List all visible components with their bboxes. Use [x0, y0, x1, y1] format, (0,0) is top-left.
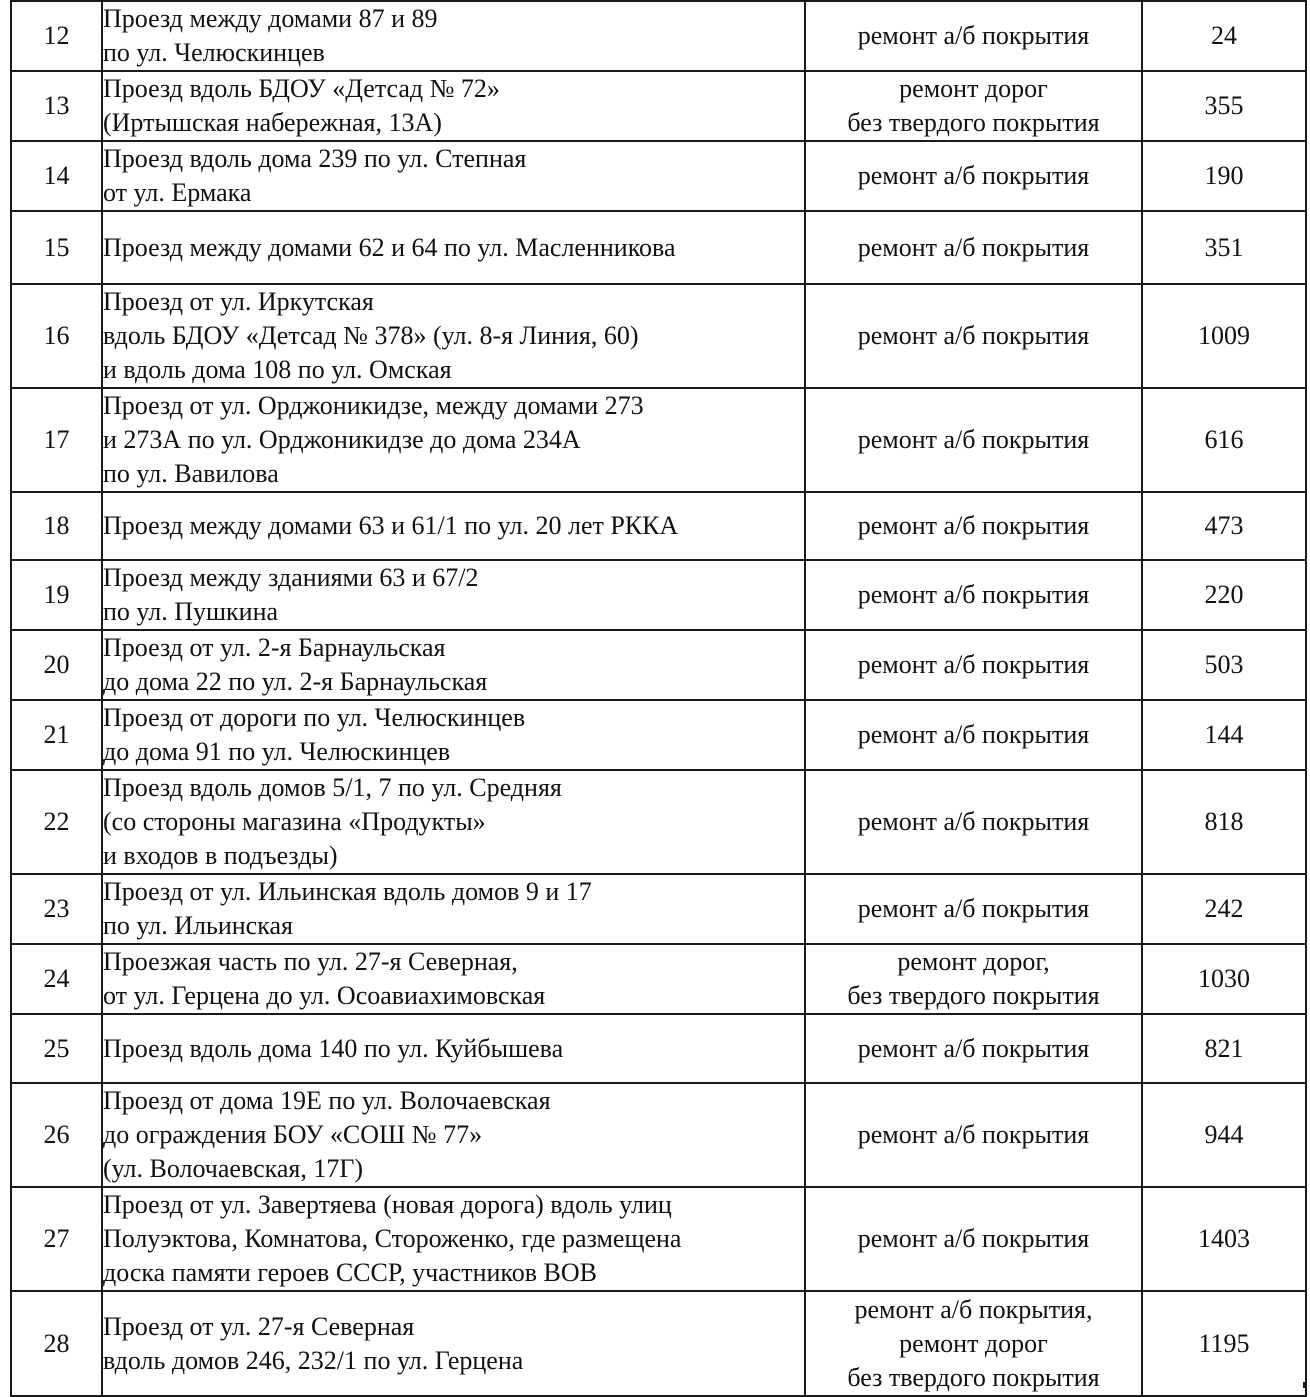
- road-section-line: и вдоль дома 108 по ул. Омская: [103, 355, 452, 384]
- road-section-line: по ул. Челюскинцев: [103, 38, 325, 67]
- road-section-line: Проезд от ул. 2-я Барнаульская: [103, 633, 446, 662]
- length-value: 1009: [1142, 284, 1306, 388]
- road-section-line: Проезд вдоль БДОУ «Детсад № 72»: [103, 74, 500, 103]
- table-row: [11, 1, 1306, 71]
- road-section-line: Проезд вдоль дома 140 по ул. Куйбышева: [103, 1033, 564, 1063]
- road-section-line: Проезд от ул. Ильинская вдоль домов 9 и 17: [103, 877, 592, 906]
- work-type: [805, 388, 1142, 492]
- road-section-name: [102, 1083, 805, 1187]
- length-value: 473: [1142, 492, 1306, 560]
- table-row: [11, 284, 1306, 388]
- work-type-line: ремонт дорог,: [897, 947, 1050, 976]
- row-number: 15: [11, 211, 102, 284]
- table-row: [11, 1083, 1306, 1187]
- work-type: [805, 71, 1142, 141]
- road-section-name: [102, 1291, 805, 1396]
- work-type-line: ремонт а/б покрытия: [857, 232, 1090, 262]
- work-type-line: без твердого покрытия: [847, 981, 1100, 1010]
- work-type-line: ремонт а/б покрытия: [857, 894, 1090, 923]
- work-type-line: ремонт а/б покрытия: [857, 650, 1090, 679]
- road-section-name: [102, 284, 805, 388]
- table-row: [11, 141, 1306, 211]
- work-type: [805, 492, 1142, 560]
- road-section-line: доска памяти героев СССР, участников ВОВ: [103, 1258, 597, 1287]
- road-repair-table: [10, 0, 1307, 1397]
- work-type-line: ремонт дорог: [899, 1328, 1048, 1358]
- work-type-line: ремонт а/б покрытия: [857, 1224, 1090, 1253]
- work-type-line: без твердого покрытия: [847, 108, 1100, 137]
- road-section-name: [102, 492, 805, 560]
- road-section-line: по ул. Вавилова: [103, 459, 279, 488]
- work-type-line: ремонт а/б покрытия: [857, 321, 1090, 350]
- table-row: [11, 874, 1306, 944]
- length-value: 351: [1142, 211, 1306, 284]
- road-section-line: Проезд от ул. Иркутская: [103, 287, 374, 316]
- road-section-name: [102, 944, 805, 1014]
- length-value: 503: [1142, 630, 1306, 700]
- road-section-line: до ограждения БОУ «СОШ № 77»: [103, 1120, 483, 1149]
- row-number: 28: [11, 1291, 102, 1396]
- road-section-name: [102, 1014, 805, 1083]
- road-section-name: [102, 141, 805, 211]
- row-number: 16: [11, 284, 102, 388]
- road-section-line: и входов в подъезды): [103, 841, 338, 870]
- work-type-line: ремонт а/б покрытия: [857, 511, 1090, 540]
- row-number: 17: [11, 388, 102, 492]
- road-section-line: Проезд от ул. Орджоникидзе, между домами 273: [103, 391, 644, 420]
- road-section-line: Проезд от ул. 27-я Северная: [103, 1311, 415, 1341]
- work-type-line: ремонт а/б покрытия: [857, 161, 1090, 190]
- work-type-line: ремонт а/б покрытия: [857, 1033, 1090, 1063]
- road-section-line: до дома 22 по ул. 2-я Барнаульская: [103, 667, 488, 696]
- length-value: 242: [1142, 874, 1306, 944]
- row-number: 21: [11, 700, 102, 770]
- road-section-line: вдоль домов 246, 232/1 по ул. Герцена: [103, 1345, 524, 1375]
- road-section-line: Проезд от ул. Завертяева (новая дорога) вдоль улиц: [103, 1190, 672, 1219]
- road-section-name: [102, 71, 805, 141]
- road-section-line: Проезжая часть по ул. 27-я Северная,: [103, 947, 518, 976]
- road-section-line: по ул. Пушкина: [103, 597, 279, 626]
- length-value: 944: [1142, 1083, 1306, 1187]
- row-number: 19: [11, 560, 102, 630]
- row-number: 25: [11, 1014, 102, 1083]
- road-section-line: Полуэктова, Комнатова, Стороженко, где размещена: [103, 1224, 682, 1253]
- length-value: 220: [1142, 560, 1306, 630]
- length-value: 144: [1142, 700, 1306, 770]
- road-section-line: (со стороны магазина «Продукты»: [103, 807, 486, 836]
- length-value: 355: [1142, 71, 1306, 141]
- road-section-line: Проезд между домами 87 и 89: [103, 4, 438, 33]
- work-type-line: ремонт а/б покрытия: [857, 580, 1090, 609]
- work-type-line: ремонт дорог: [899, 74, 1048, 103]
- road-section-line: по ул. Ильинская: [103, 911, 293, 940]
- road-section-name: [102, 1187, 805, 1291]
- road-section-line: Проезд вдоль домов 5/1, 7 по ул. Средняя: [103, 773, 562, 802]
- length-value: 24: [1142, 1, 1306, 71]
- road-section-name: [102, 770, 805, 874]
- row-number: 13: [11, 71, 102, 141]
- work-type-line: без твердого покрытия: [847, 1362, 1100, 1392]
- work-type: [805, 560, 1142, 630]
- table-row: [11, 560, 1306, 630]
- road-section-line: и 273А по ул. Орджоникидзе до дома 234А: [103, 425, 581, 454]
- row-number: 20: [11, 630, 102, 700]
- row-number: 27: [11, 1187, 102, 1291]
- length-value: 821: [1142, 1014, 1306, 1083]
- work-type: [805, 1291, 1142, 1396]
- road-section-name: [102, 1, 805, 71]
- road-section-name: [102, 630, 805, 700]
- row-number: 23: [11, 874, 102, 944]
- road-section-line: вдоль БДОУ «Детсад № 378» (ул. 8-я Линия, 60): [103, 321, 639, 350]
- row-number: 22: [11, 770, 102, 874]
- work-type: [805, 1187, 1142, 1291]
- work-type-line: ремонт а/б покрытия: [857, 807, 1090, 836]
- length-value: 1195: [1142, 1291, 1306, 1396]
- work-type: [805, 1083, 1142, 1187]
- work-type-line: ремонт а/б покрытия: [857, 425, 1090, 454]
- road-section-line: Проезд вдоль дома 239 по ул. Степная: [103, 144, 527, 173]
- table-row: [11, 71, 1306, 141]
- table-row: [11, 211, 1306, 284]
- table-row: [11, 770, 1306, 874]
- work-type: [805, 211, 1142, 284]
- work-type-line: ремонт а/б покрытия: [857, 720, 1090, 749]
- work-type: [805, 770, 1142, 874]
- length-value: 190: [1142, 141, 1306, 211]
- road-section-name: [102, 560, 805, 630]
- road-section-name: [102, 388, 805, 492]
- work-type: [805, 874, 1142, 944]
- row-number: 12: [11, 1, 102, 71]
- work-type: [805, 284, 1142, 388]
- work-type: [805, 944, 1142, 1014]
- work-type: [805, 141, 1142, 211]
- work-type: [805, 1014, 1142, 1083]
- table-continuation: [10, 1382, 1305, 1388]
- table-row: [11, 1014, 1306, 1083]
- length-value: 1403: [1142, 1187, 1306, 1291]
- road-section-line: от ул. Герцена до ул. Осоавиахимовская: [103, 981, 546, 1010]
- road-section-line: (ул. Волочаевская, 17Г): [103, 1154, 364, 1183]
- road-section-name: [102, 874, 805, 944]
- length-value: 818: [1142, 770, 1306, 874]
- road-section-line: Проезд между домами 62 и 64 по ул. Масленникова: [103, 232, 676, 262]
- road-section-line: до дома 91 по ул. Челюскинцев: [103, 737, 451, 766]
- road-section-name: [102, 211, 805, 284]
- length-value: 1030: [1142, 944, 1306, 1014]
- road-section-line: (Иртышская набережная, 13А): [103, 108, 442, 137]
- length-value: 616: [1142, 388, 1306, 492]
- table-row: [11, 388, 1306, 492]
- table-row: [11, 1291, 1306, 1396]
- road-section-line: Проезд между зданиями 63 и 67/2: [103, 563, 479, 592]
- work-type: [805, 1, 1142, 71]
- work-type-line: ремонт а/б покрытия: [857, 1120, 1090, 1149]
- table-body: [11, 1, 1306, 1396]
- table-row: [11, 1187, 1306, 1291]
- road-section-name: [102, 700, 805, 770]
- road-section-line: Проезд от дороги по ул. Челюскинцев: [103, 703, 526, 732]
- row-number: 26: [11, 1083, 102, 1187]
- road-section-line: от ул. Ермака: [103, 178, 252, 207]
- table-row: [11, 944, 1306, 1014]
- work-type: [805, 630, 1142, 700]
- table-row: [11, 700, 1306, 770]
- table-row: [11, 492, 1306, 560]
- work-type: [805, 700, 1142, 770]
- work-type-line: ремонт а/б покрытия,: [854, 1294, 1093, 1324]
- table-row: [11, 630, 1306, 700]
- row-number: 24: [11, 944, 102, 1014]
- row-number: 18: [11, 492, 102, 560]
- road-section-line: Проезд между домами 63 и 61/1 по ул. 20 лет РККА: [103, 511, 679, 540]
- work-type-line: ремонт а/б покрытия: [857, 21, 1090, 50]
- row-number: 14: [11, 141, 102, 211]
- road-section-line: Проезд от дома 19Е по ул. Волочаевская: [103, 1086, 551, 1115]
